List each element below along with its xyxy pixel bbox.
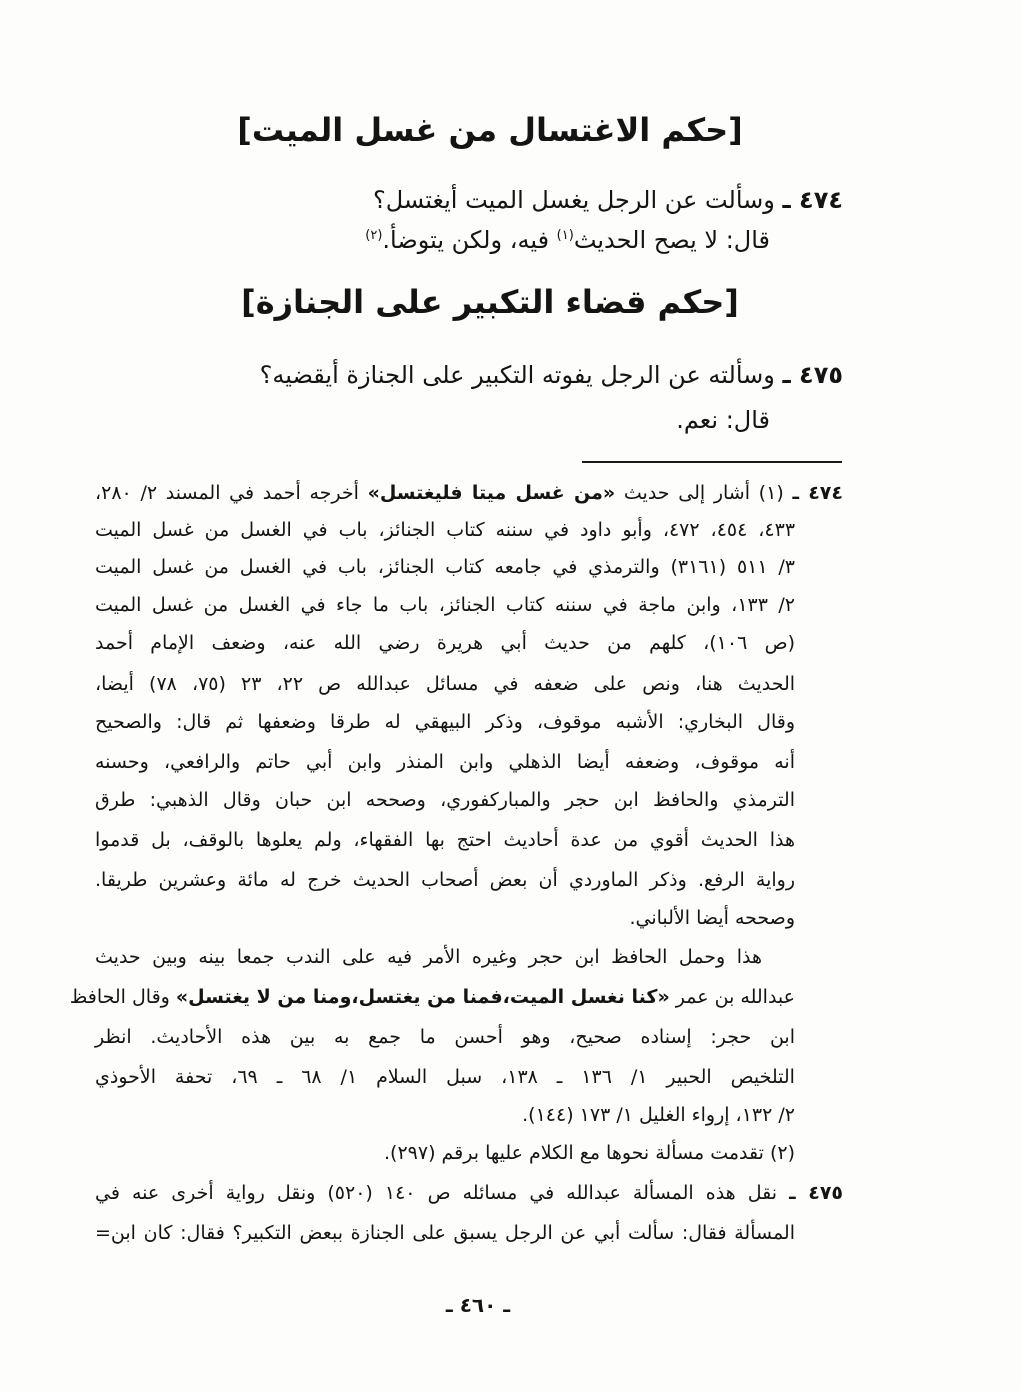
page-number: ـ ٤٦٠ ـ: [445, 1293, 511, 1317]
footnote-line: أنه موقوف، وضعفه أيضا الذهلي وابن المنذر وابن أبي حاتم والرافعي، وحسنه: [95, 751, 795, 773]
footnote-text: أخرجه أحمد في المسند ٢/ ٢٨٠،: [95, 482, 368, 504]
hadith-quote: «كنا نغسل الميت،فمنا من يغتسل،ومنا من لا يغتسل»: [175, 986, 670, 1008]
footnote-line: (ص ١٠٦)، كلهم من حديث أبي هريرة رضي الله عنه، وضعف الإمام أحمد: [95, 632, 795, 654]
footnote-line: ٢/ ١٣٢، إرواء الغليل ١/ ١٧٣ (١٤٤).: [522, 1104, 795, 1126]
footnote-ref: (٢): [365, 228, 383, 243]
footnote-label: ٤٧٥ ـ: [789, 1182, 844, 1204]
footnote-line: ٤٣٣، ٤٥٤، ٤٧٢، وأبو داود في سننه كتاب الجنائز، باب في الغسل من غسل الميت: [95, 519, 796, 541]
footnote-text: وقال الحافظ: [69, 986, 176, 1008]
footnote-line: الترمذي والحافظ ابن حجر والمباركفوري، وصححه ابن حبان وقال الذهبي: طرق: [95, 789, 795, 811]
issue-475-question: [260, 357, 843, 393]
answer-text: فيه، ولكن يتوضأ.: [382, 226, 557, 254]
answer-text: قال: لا يصح الحديث: [573, 226, 770, 254]
issue-475-answer: قال: نعم.: [676, 406, 770, 434]
footnote-line: [95, 478, 843, 508]
footnote-line: هذا الحديث أقوي من عدة أحاديث احتج بها الفقهاء، ولم يعلوها بالوقف، بل قدموا: [95, 829, 795, 851]
footnote-separator: [582, 461, 842, 463]
issue-474-question: [373, 182, 843, 218]
issue-number: ٤٧٥ ـ: [782, 361, 843, 389]
footnote-ref: (١): [556, 228, 574, 243]
hadith-quote: «من غسل ميتا فليغتسل»: [367, 482, 616, 504]
question-text: وسألت عن الرجل يغسل الميت أيغتسل؟: [372, 186, 775, 214]
issue-number: ٤٧٤ ـ: [782, 186, 843, 214]
section-heading-janazah: [حكم قضاء التكبير على الجنازة]: [241, 283, 739, 321]
footnote-text: نقل هذه المسألة عبدالله في مسائله ص ١٤٠ (٥٢٠) ونقل رواية أخرى عنه في: [95, 1182, 778, 1204]
section-heading-ghusl: [حكم الاغتسال من غسل الميت]: [237, 111, 743, 149]
footnote-line: وصححه أيضا الألباني.: [629, 907, 795, 929]
footnote-line: هذا وحمل الحافظ ابن حجر وغيره الأمر فيه على الندب جمعا بينه وبين حديث: [95, 946, 762, 968]
question-text: وسألته عن الرجل يفوته التكبير على الجنازة أيقضيه؟: [259, 361, 775, 389]
issue-474-answer: [365, 222, 770, 258]
footnote-line: ٢/ ١٣٣، وابن ماجة في سننه كتاب الجنائز، باب ما جاء في الغسل من غسل الميت: [95, 594, 795, 616]
footnote-line: التلخيص الحبير ١/ ١٣٦ ـ ١٣٨، سبل السلام ١/ ٦٨ ـ ٦٩، تحفة الأحوذي: [95, 1066, 795, 1088]
footnote-line: [95, 1178, 843, 1208]
footnote-line: [69, 982, 795, 1012]
footnote-line: ٣/ ٥١١ (٣١٦١) والترمذي في جامعه كتاب الجنائز، باب في الغسل من غسل الميت: [95, 556, 795, 578]
footnote-line: (٢) تقدمت مسألة نحوها مع الكلام عليها برقم (٢٩٧).: [384, 1142, 795, 1164]
footnote-label: ٤٧٤ ـ: [792, 482, 843, 504]
footnote-line: المسألة فقال: سألت أبي عن الرجل يسبق على الجنازة ببعض التكبير؟ فقال: كان ابن=: [95, 1222, 795, 1244]
footnote-text: (١) أشار إلى حديث: [615, 482, 784, 504]
footnote-text: عبدالله بن عمر: [669, 986, 795, 1008]
footnote-line: ابن حجر: إسناده صحيح، وهو أحسن ما جمع به بين هذه الأحاديث. انظر: [95, 1026, 795, 1048]
footnote-line: وقال البخاري: الأشبه موقوف، وذكر البيهقي له طرقا وضعفها ثم قال: والصحيح: [95, 711, 795, 733]
footnote-line: رواية الرفع. وذكر الماوردي أن بعض أصحاب الحديث خرج له مائة وعشرين طريقا.: [95, 869, 795, 891]
footnote-line: الحديث هنا، ونص على ضعفه في مسائل عبدالله ص ٢٢، ٢٣ (٧٥، ٧٨) أيضا،: [95, 673, 796, 695]
